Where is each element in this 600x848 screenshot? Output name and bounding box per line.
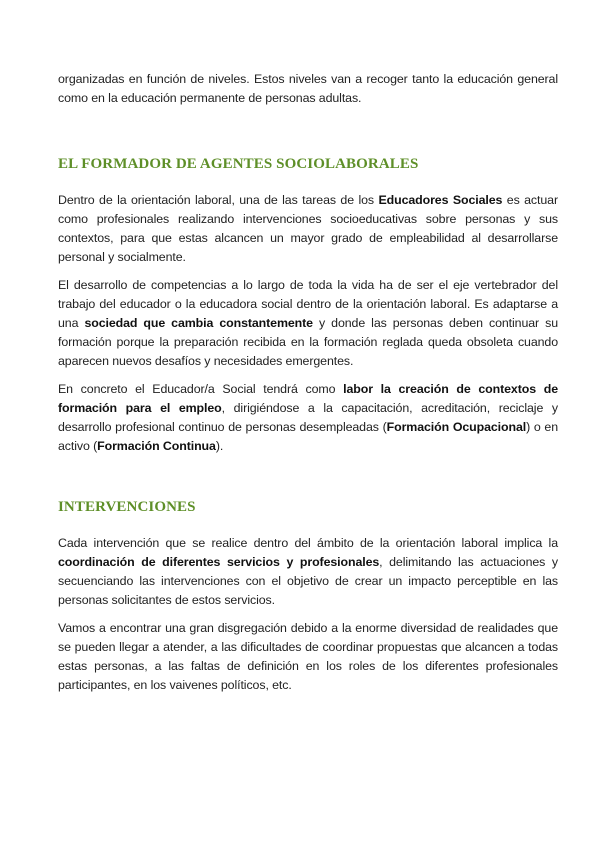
paragraph-formador-1 <box>58 191 558 267</box>
text-run: ). <box>215 439 224 453</box>
paragraph-formador-3 <box>58 380 558 456</box>
text-run: Dentro de la orientación laboral, una de las tareas de los <box>58 193 379 207</box>
text-run: , delimitando las actuaciones y secuenciando las intervenciones con el objetivo de crear un impacto perceptible en las personas solicitantes de estos servicios. <box>58 555 558 607</box>
bold-formacion-continua: Formación Continua <box>97 439 216 453</box>
paragraph-formador-2 <box>58 276 558 371</box>
text-run: En concreto el Educador/a Social tendrá como <box>58 382 344 396</box>
text-run: El desarrollo de competencias a lo largo de toda la vida ha de ser el eje vertebrador del trabajo del educador o la educadora social dentro de la orientación laboral. Es adaptarse a una <box>58 278 558 330</box>
text-run: es actuar como profesionales realizando intervenciones socioeducativas sobre personas y sus contextos, para que estas alcancen un mayor grado de empleabilidad al desarrollarse personal y socialmente. <box>58 193 558 264</box>
text-run: , dirigiéndose a la capacitación, acreditación, reciclaje y desarrollo profesional continuo de personas desempleadas ( <box>58 401 558 434</box>
document-page <box>58 70 558 695</box>
text-run: Cada intervención que se realice dentro del ámbito de la orientación laboral implica la <box>58 536 558 550</box>
text-run: y donde las personas deben continuar su formación porque la preparación recibida en la formación reglada queda obsoleta cuando aparecen nuevos desafíos y necesidades emergentes. <box>58 316 559 368</box>
bold-formacion-ocupacional: Formación Ocupacional <box>386 420 527 434</box>
bold-sociedad-cambia: sociedad que cambia constantemente <box>84 316 313 330</box>
bold-labor-creacion: labor la creación de contextos de formación para el empleo <box>58 382 558 415</box>
intro-paragraph: organizadas en función de niveles. Estos niveles van a recoger tanto la educación general como en la educación permanente de personas adultas. <box>58 72 558 105</box>
bold-educadores-sociales: Educadores Sociales <box>378 193 503 207</box>
section-heading-intervenciones: INTERVENCIONES <box>58 499 196 515</box>
text-run: ) o en activo ( <box>58 420 558 453</box>
bold-coordinacion: coordinación de diferentes servicios y profesionales <box>58 555 380 569</box>
paragraph-intervenciones-2: Vamos a encontrar una gran disgregación debido a la enorme diversidad de realidades que se pueden llegar a atender, a las dificultades de coordinar propuestas que alcancen a todas estas personas, a las faltas de definición en los roles de los diferentes profesionales participantes, en los vaivenes políticos, etc. <box>58 621 558 692</box>
section-heading-formador: EL FORMADOR DE AGENTES SOCIOLABORALES <box>58 156 419 172</box>
paragraph-intervenciones-1 <box>58 534 558 610</box>
